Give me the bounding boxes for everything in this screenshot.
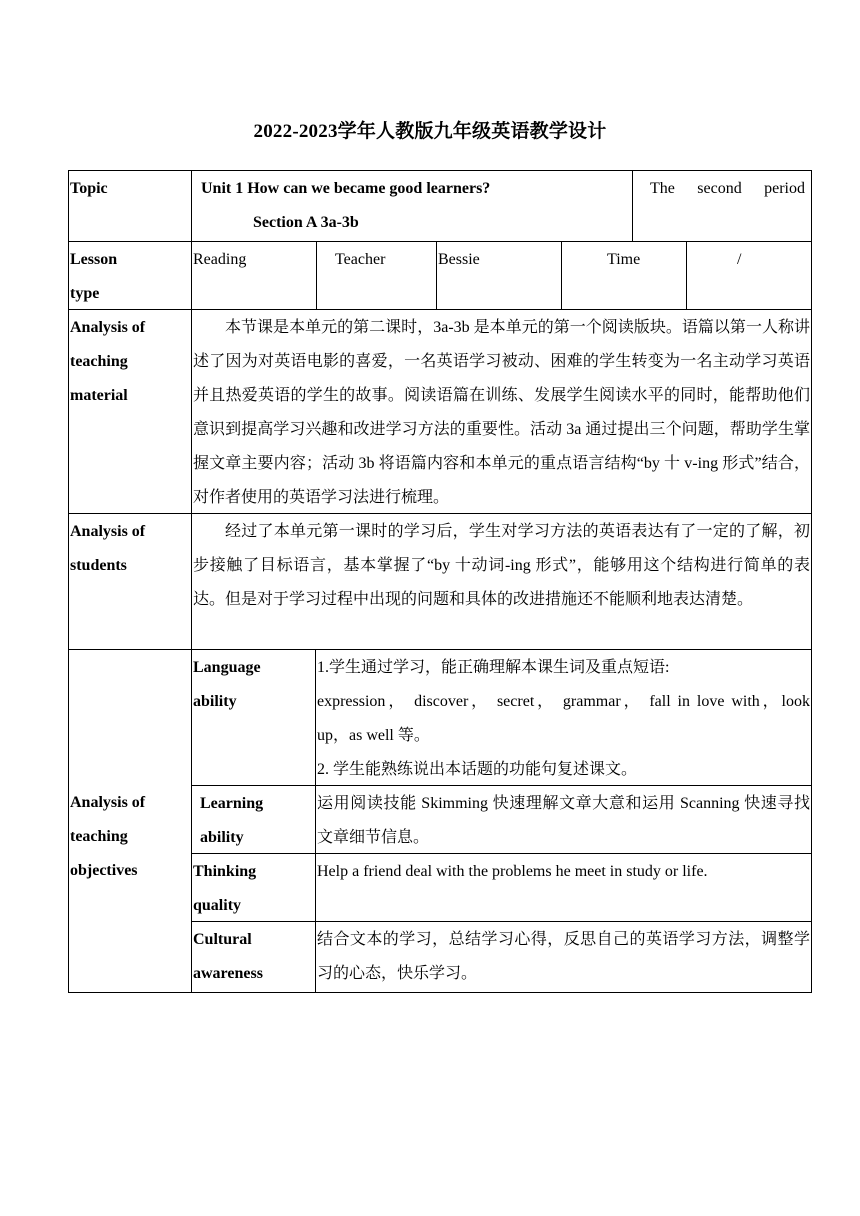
table-rule	[68, 309, 812, 310]
table-rule	[436, 241, 437, 309]
table-rule	[68, 170, 812, 171]
table-rule	[68, 170, 69, 993]
thinking-quality-label-2: quality	[193, 897, 242, 914]
thinking-quality-text: Help a friend deal with the problems he meet in study or life.	[317, 863, 708, 880]
table-rule	[191, 921, 812, 922]
lesson-type-label-2: type	[70, 285, 100, 302]
table-rule	[68, 992, 812, 993]
objectives-label-2: teaching	[70, 828, 128, 845]
language-ability-label-1: Language	[193, 659, 261, 676]
material-label-1: Analysis of	[70, 319, 146, 336]
language-ability-line-3: up，as well 等。	[317, 727, 430, 744]
table-rule	[191, 170, 192, 993]
table-rule	[315, 649, 316, 992]
objectives-label-1: Analysis of	[70, 794, 146, 811]
students-label-1: Analysis of	[70, 523, 146, 540]
students-text: 经过了本单元第一课时的学习后，学生对学习方法的英语表达有了一定的了解，初步接触了目标语言，基本掌握了“by 十动词-ing 形式”，能够用这个结构进行简单的表达。但是对于学习过程中出现的问题和具体的改进措施还不能顺利地表达清楚。	[193, 523, 810, 608]
material-label-2: teaching	[70, 353, 128, 370]
table-rule	[316, 241, 317, 309]
topic-label: Topic	[70, 180, 108, 197]
topic-section: Section A 3a-3b	[253, 214, 359, 231]
cultural-awareness-label-2: awareness	[193, 965, 263, 982]
teacher-value: Bessie	[438, 251, 480, 268]
objectives-label-3: objectives	[70, 862, 138, 879]
language-ability-line-1: 1.学生通过学习，能正确理解本课生词及重点短语:	[317, 659, 670, 676]
table-rule	[68, 241, 812, 242]
language-ability-label-2: ability	[193, 693, 237, 710]
table-rule	[632, 170, 633, 241]
topic-unit: Unit 1 How can we became good learners?	[201, 180, 491, 197]
table-rule	[686, 241, 687, 309]
material-label-3: material	[70, 387, 128, 404]
learning-ability-label-2: ability	[200, 829, 244, 846]
lesson-type-value: Reading	[193, 251, 247, 268]
material-text: 本节课是本单元的第二课时，3a-3b 是本单元的第一个阅读版块。语篇以第一人称讲述了因为对英语电影的喜爱，一名英语学习被动、困难的学生转变为一名主动学习英语并且热爱英语的学生的故事。阅读语篇在训练、发展学生阅读水平的同时，能帮助他们意识到提高学习兴趣和改进学习方法的重要性。活动 3a 通过提出三个问题，帮助学生掌握文章主要内容；活动 3b 将语篇内容和本单元的重点语言结构“by 十 v-ing 形式”结合，对作者使用的英语学习法进行梳理。	[193, 319, 810, 506]
table-rule	[68, 649, 812, 650]
time-value: /	[737, 251, 742, 268]
learning-ability-text: 运用阅读技能 Skimming 快速理解文章大意和运用 Scanning 快速寻找文章细节信息。	[317, 795, 810, 846]
table-rule	[561, 241, 562, 309]
teacher-label: Teacher	[335, 251, 386, 268]
language-ability-line-2: expression， discover， secret， grammar， fall in love with，look	[317, 693, 810, 710]
lesson-type-label-1: Lesson	[70, 251, 118, 268]
thinking-quality-label-1: Thinking	[193, 863, 257, 880]
cultural-awareness-label-1: Cultural	[193, 931, 252, 948]
topic-period: The second period	[650, 180, 805, 197]
learning-ability-label-1: Learning	[200, 795, 264, 812]
time-label: Time	[607, 251, 641, 268]
document-title: 2022-2023学年人教版九年级英语教学设计	[253, 121, 607, 142]
table-rule	[811, 170, 812, 993]
language-ability-line-4: 2. 学生能熟练说出本话题的功能句复述课文。	[317, 761, 638, 778]
cultural-awareness-text: 结合文本的学习，总结学习心得，反思自己的英语学习方法，调整学习的心态，快乐学习。	[317, 931, 810, 982]
students-label-2: students	[70, 557, 127, 574]
